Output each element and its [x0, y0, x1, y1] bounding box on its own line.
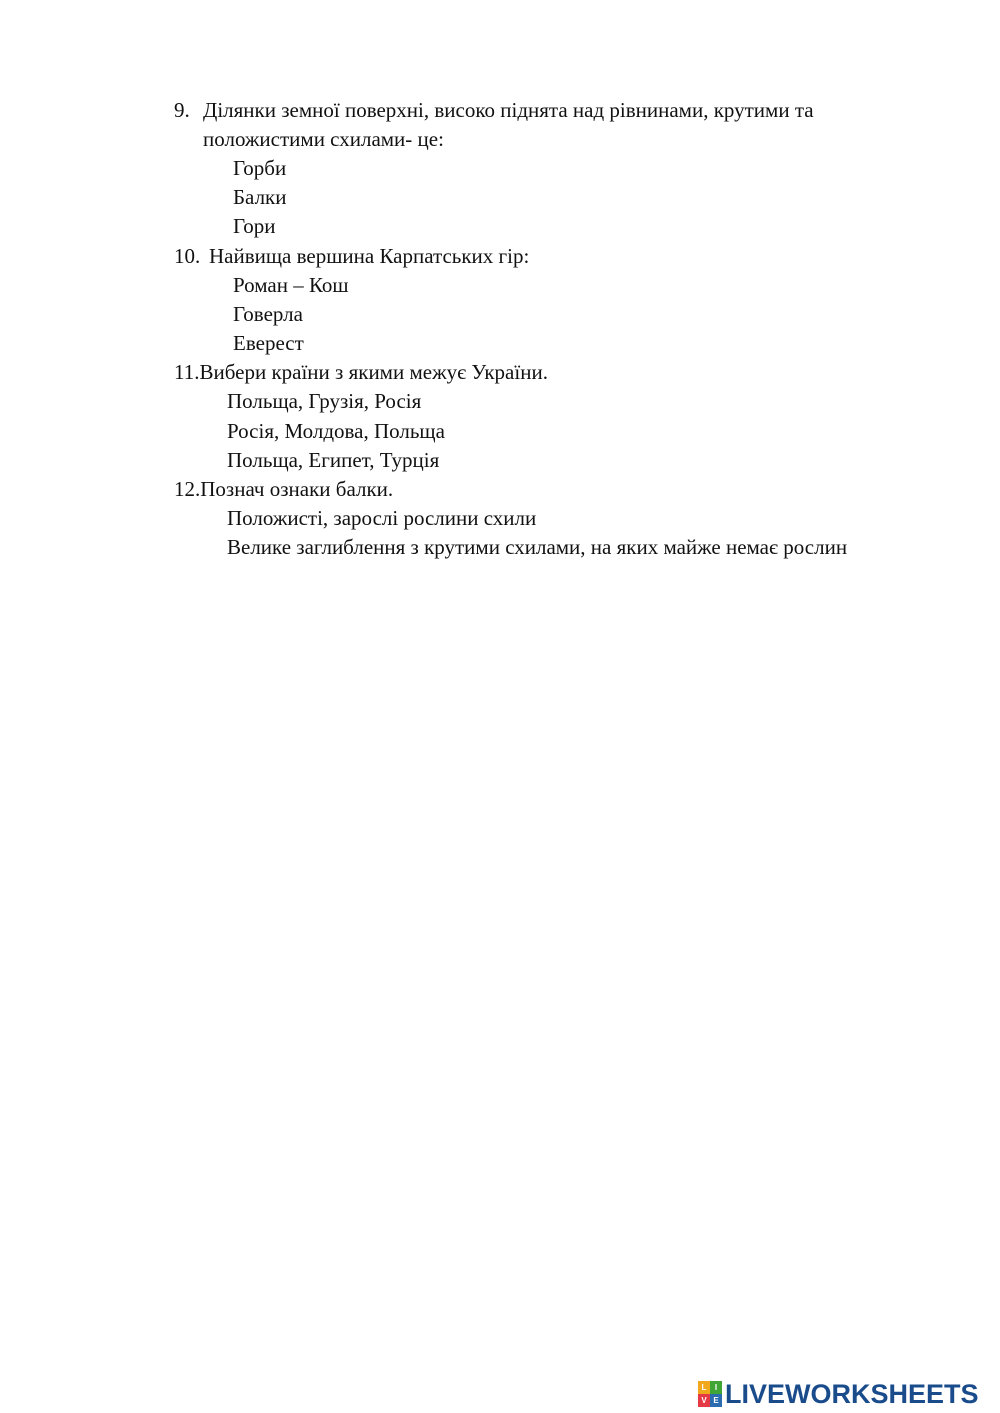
answer-option[interactable]: Польща, Грузія, Росія	[227, 389, 422, 413]
logo-mark-letter: E	[710, 1394, 722, 1407]
liveworksheets-logo-icon	[698, 1381, 722, 1407]
answer-option[interactable]: Гори	[233, 214, 276, 238]
answer-option[interactable]: Положисті, зарослі рослини схили	[227, 506, 537, 530]
answer-option[interactable]: Говерла	[233, 302, 303, 326]
question-10-title	[174, 242, 529, 271]
logo-mark-letter: I	[710, 1381, 722, 1394]
answer-option[interactable]: Еверест	[233, 331, 304, 355]
question-text: Познач ознаки балки.	[200, 477, 394, 501]
question-number: 11.	[174, 360, 200, 384]
answer-option[interactable]: Польща, Египет, Турція	[227, 448, 440, 472]
question-11-title	[174, 358, 548, 387]
logo-text: LIVEWORKSHEETS	[725, 1378, 979, 1409]
logo-mark-letter: L	[698, 1381, 710, 1394]
question-9-title	[174, 96, 814, 125]
question-number: 10.	[174, 244, 201, 268]
answer-option[interactable]: Балки	[233, 185, 287, 209]
answer-option[interactable]: Велике заглиблення з крутими схилами, на яких майже немає рослин	[227, 535, 848, 559]
answer-option[interactable]: Горби	[233, 156, 287, 180]
question-text: Найвища вершина Карпатських гір:	[209, 244, 530, 268]
question-12-title	[174, 475, 393, 504]
question-9-title-continued: положистими схилами- це:	[203, 127, 444, 151]
liveworksheets-logo	[698, 1378, 979, 1410]
question-number: 9.	[174, 98, 190, 122]
answer-option[interactable]: Росія, Молдова, Польща	[227, 419, 445, 443]
logo-mark-letter: V	[698, 1394, 710, 1407]
question-text: Ділянки земної поверхні, високо піднята над рівнинами, крутими та	[203, 98, 814, 122]
question-text: Вибери країни з якими межує України.	[199, 360, 548, 384]
answer-option[interactable]: Роман – Кош	[233, 273, 349, 297]
question-number: 12.	[174, 477, 201, 501]
